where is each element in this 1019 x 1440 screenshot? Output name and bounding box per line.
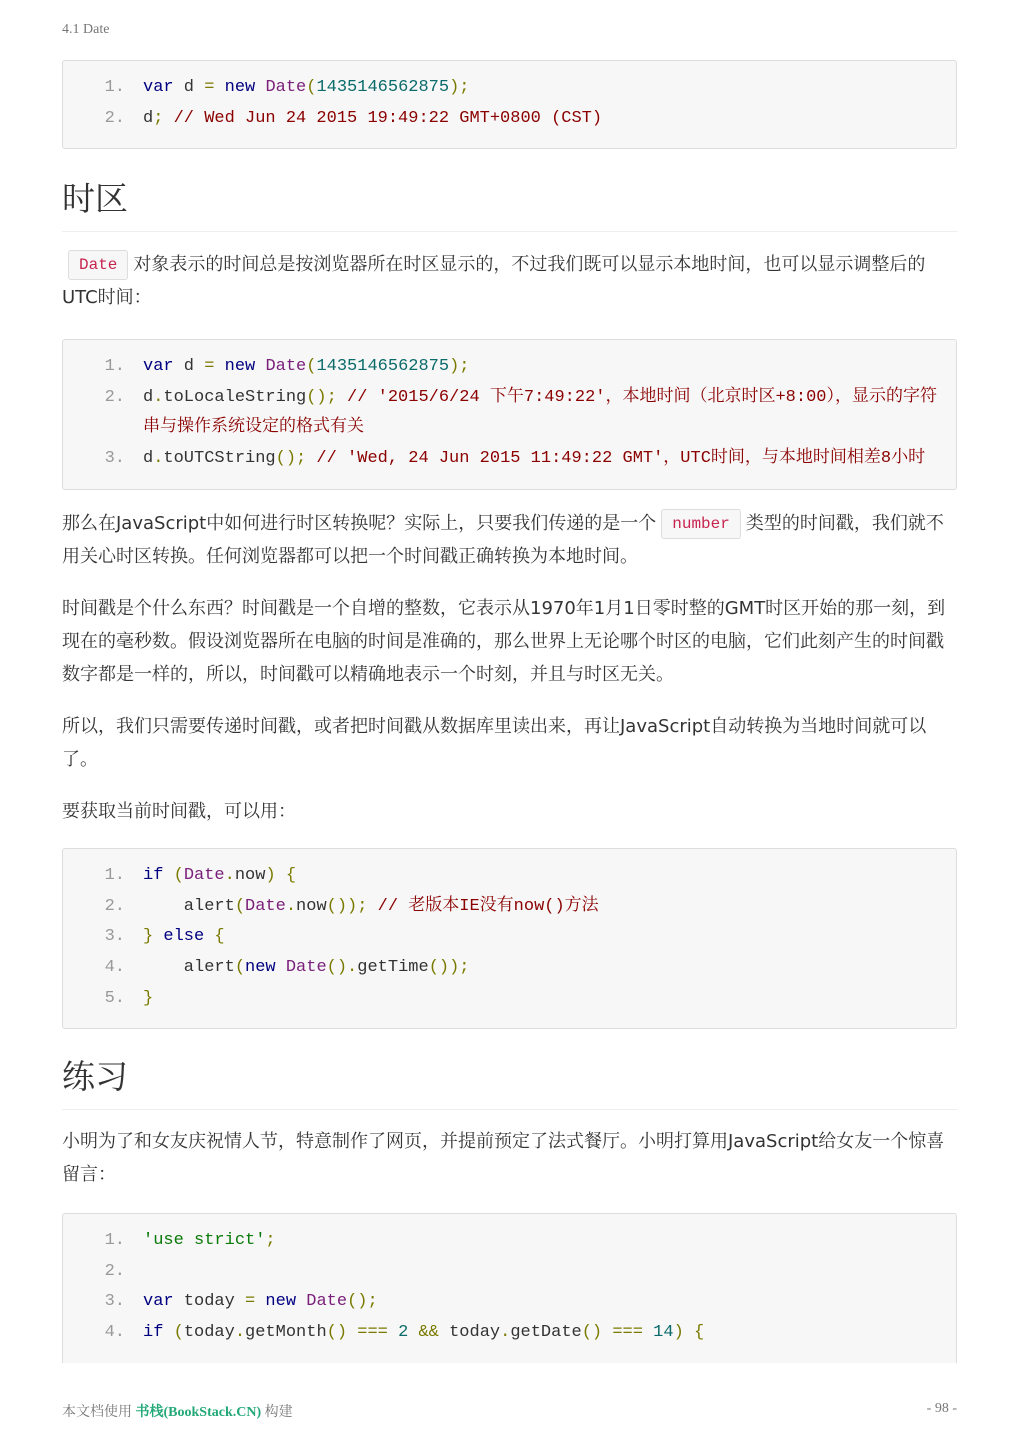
code-line [63, 444, 938, 475]
code-token: // '2015/6/24 下午7:49:22'，本地时间（北京时区+8:00），显示的字符串与操作系统设定的格式有关 [143, 387, 937, 438]
line-number-text: 1. [104, 866, 125, 885]
footer-suffix: 构建 [264, 1405, 293, 1420]
paragraph-timezone-conversion [62, 507, 957, 573]
code-token: new [214, 357, 266, 376]
line-number [63, 1318, 125, 1349]
code-token: getTime [357, 958, 429, 978]
code-token: ( [306, 357, 317, 376]
code-token: toLocaleString [163, 387, 307, 407]
code-line [63, 73, 938, 104]
line-number-text: 1. [104, 1231, 125, 1250]
code-token: () [581, 1323, 603, 1343]
code-token: var [143, 357, 174, 376]
code-token: = [204, 78, 215, 97]
page-footer [62, 1401, 957, 1421]
line-number [63, 383, 125, 444]
code-token: ; [265, 1231, 276, 1250]
code-token: ; [153, 108, 164, 128]
code-token: Date [183, 866, 225, 885]
code-line [63, 1226, 938, 1257]
code-token: === [602, 1323, 654, 1343]
paragraph-timestamp-definition: 时间戳是个什么东西？时间戳是一个自增的整数，它表示从1970年1月1日零时整的GMT时区开始的那一刻，到现在的毫秒数。假设浏览器所在电脑的时间是准确的，那么世界上无论哪个时区的电脑，它们此刻产生的时间戳数字都是一样的，所以，时间戳可以精确地表示一个时刻，并且与时区无关。 [62, 598, 946, 685]
code-text [125, 861, 938, 892]
code-token: Date [265, 78, 307, 97]
inline-code-date: Date [68, 250, 128, 280]
code-token: // 老版本IE没有now()方法 [367, 896, 599, 916]
code-token: . [153, 449, 164, 469]
paragraph-exercise-intro: 小明为了和女友庆祝情人节，特意制作了网页，并提前预定了法式餐厅。小明打算用JavaScript给女友一个惊喜留言： [62, 1131, 945, 1185]
footer-prefix: 本文档使用 [62, 1405, 132, 1420]
code-token: ()); [326, 896, 368, 916]
line-number-text: 3. [104, 449, 125, 469]
code-token: alert [143, 958, 235, 978]
code-token: 1435146562875 [316, 357, 450, 376]
code-token: ( [306, 78, 317, 97]
code-block-date-construct [62, 60, 957, 149]
code-token: new [245, 958, 286, 978]
code-line [63, 352, 938, 383]
paragraph-text: 对象表示的时间总是按浏览器所在时区显示的，不过我们既可以显示本地时间，也可以显示调整后的UTC时间： [62, 254, 926, 308]
code-token: d [173, 357, 205, 376]
code-text [125, 383, 938, 444]
code-text [125, 922, 938, 953]
line-number-text: 2. [104, 387, 125, 407]
code-line [63, 1287, 938, 1318]
code-token: . [285, 896, 297, 916]
code-text [125, 1226, 938, 1257]
code-line [63, 1318, 938, 1349]
code-line [63, 984, 938, 1015]
line-number-text: 2. [104, 896, 125, 916]
line-number-text: 1. [104, 357, 125, 376]
code-token: === [347, 1323, 399, 1343]
code-token: 'use strict' [143, 1231, 266, 1250]
code-token: { [214, 927, 225, 947]
line-number [63, 892, 125, 923]
code-token: 1435146562875 [316, 78, 450, 97]
code-token: today [183, 1323, 235, 1343]
code-token: 14 [653, 1323, 674, 1343]
code-token: . [153, 387, 164, 407]
code-block-locale-utc [62, 339, 957, 490]
code-token: if [143, 1323, 164, 1343]
code-token: ); [449, 357, 470, 376]
code-token: // Wed Jun 24 2015 19:49:22 GMT+0800 (CST) [163, 108, 603, 128]
code-token: d [143, 387, 154, 407]
code-token: else [153, 927, 215, 947]
code-token: ( [163, 866, 184, 885]
footer-brand-link[interactable]: 书栈(BookStack.CN) [135, 1405, 262, 1420]
code-line [63, 892, 938, 923]
code-token: var [143, 1292, 174, 1312]
code-token: = [204, 357, 215, 376]
code-token: toUTCString [163, 449, 276, 469]
page-content [62, 60, 957, 1363]
code-token: d [143, 108, 154, 128]
code-token: (); [347, 1292, 378, 1312]
line-number [63, 1257, 125, 1288]
heading-exercise: 练习 [62, 1055, 957, 1110]
code-text [125, 1287, 938, 1318]
line-number [63, 104, 125, 135]
paragraph-pass-timestamp: 所以，我们只需要传递时间戳，或者把时间戳从数据库里读出来，再让JavaScript自动转换为当地时间就可以了。 [62, 716, 927, 770]
code-token: new [255, 1292, 307, 1312]
line-number-text: 3. [104, 927, 125, 947]
line-number-text: 4. [104, 958, 125, 978]
code-token: today [449, 1323, 501, 1343]
line-number-text: 4. [104, 1323, 125, 1343]
code-token: (); [306, 387, 337, 407]
code-line [63, 861, 938, 892]
page-number: - 98 - [926, 1401, 957, 1416]
line-number-text: 5. [104, 988, 125, 1008]
code-text [125, 1318, 938, 1349]
code-text [125, 73, 938, 104]
code-token: . [224, 866, 235, 885]
code-token: Date [306, 1292, 348, 1312]
code-token: var [143, 78, 174, 97]
line-number [63, 352, 125, 383]
code-text [125, 1257, 938, 1288]
code-line [63, 953, 938, 984]
line-number [63, 953, 125, 984]
code-token: ( [163, 1323, 184, 1343]
code-token: ( [234, 896, 246, 916]
code-token: if [143, 866, 164, 885]
code-text [125, 984, 938, 1015]
code-token: = [245, 1292, 256, 1312]
code-token: d [173, 78, 205, 97]
code-token: } [143, 988, 154, 1008]
code-token: () [326, 1323, 348, 1343]
code-token: getDate [510, 1323, 582, 1343]
line-number-text: 2. [104, 108, 125, 128]
code-token: (); [275, 449, 307, 469]
code-token: Date [285, 958, 327, 978]
code-token: ( [234, 958, 246, 978]
line-number-text: 2. [104, 1261, 125, 1281]
code-token: ) { [673, 1323, 705, 1343]
paragraph-timezone-intro [62, 248, 957, 314]
line-number-text: 1. [104, 78, 125, 97]
code-line [63, 383, 938, 444]
heading-timezone: 时区 [62, 177, 957, 232]
code-token: ); [449, 78, 470, 97]
code-token: alert [143, 896, 235, 916]
line-number [63, 1287, 125, 1318]
code-token: today [173, 1292, 246, 1312]
code-token: Date [245, 896, 286, 916]
code-token: now [296, 896, 327, 916]
line-number [63, 444, 125, 475]
code-token: getMonth [245, 1323, 327, 1343]
inline-code-number: number [661, 509, 741, 539]
code-token: 2 [398, 1323, 409, 1343]
code-token: new [214, 78, 266, 97]
code-token: d [143, 449, 154, 469]
paragraph-text: 那么在JavaScript中如何进行时区转换呢？实际上，只要我们传递的是一个 [62, 513, 657, 534]
code-token: . [500, 1323, 511, 1343]
code-token: ()); [428, 958, 470, 978]
line-number [63, 984, 125, 1015]
code-token: // 'Wed, 24 Jun 2015 11:49:22 GMT'，UTC时间，与本地时间相差8小时 [306, 449, 926, 469]
code-line [63, 104, 938, 135]
line-number [63, 922, 125, 953]
line-number-text: 3. [104, 1292, 125, 1312]
code-text [125, 444, 938, 475]
code-token: Date [265, 357, 307, 376]
paragraph-text: 类型的时间戳，我们就不用关心时区转换。任何浏览器都可以把一个时间戳正确转换为本地时间。 [62, 513, 944, 567]
code-line [63, 922, 938, 953]
line-number [63, 1226, 125, 1257]
running-head: 4.1 Date [62, 22, 110, 37]
code-block-date-now [62, 848, 957, 1029]
code-line [63, 1257, 938, 1288]
code-token: } [143, 927, 154, 947]
code-token: . [234, 1323, 246, 1343]
code-token: && [408, 1323, 450, 1343]
code-text [125, 104, 938, 135]
code-text [125, 352, 938, 383]
code-token: ) { [265, 866, 297, 885]
code-text [125, 892, 938, 923]
paragraph-get-timestamp: 要获取当前时间戳，可以用： [62, 801, 296, 822]
line-number [63, 861, 125, 892]
code-text [125, 953, 938, 984]
code-token: now [234, 866, 266, 885]
code-block-exercise [62, 1213, 957, 1363]
code-token: (). [326, 958, 358, 978]
line-number [63, 73, 125, 104]
